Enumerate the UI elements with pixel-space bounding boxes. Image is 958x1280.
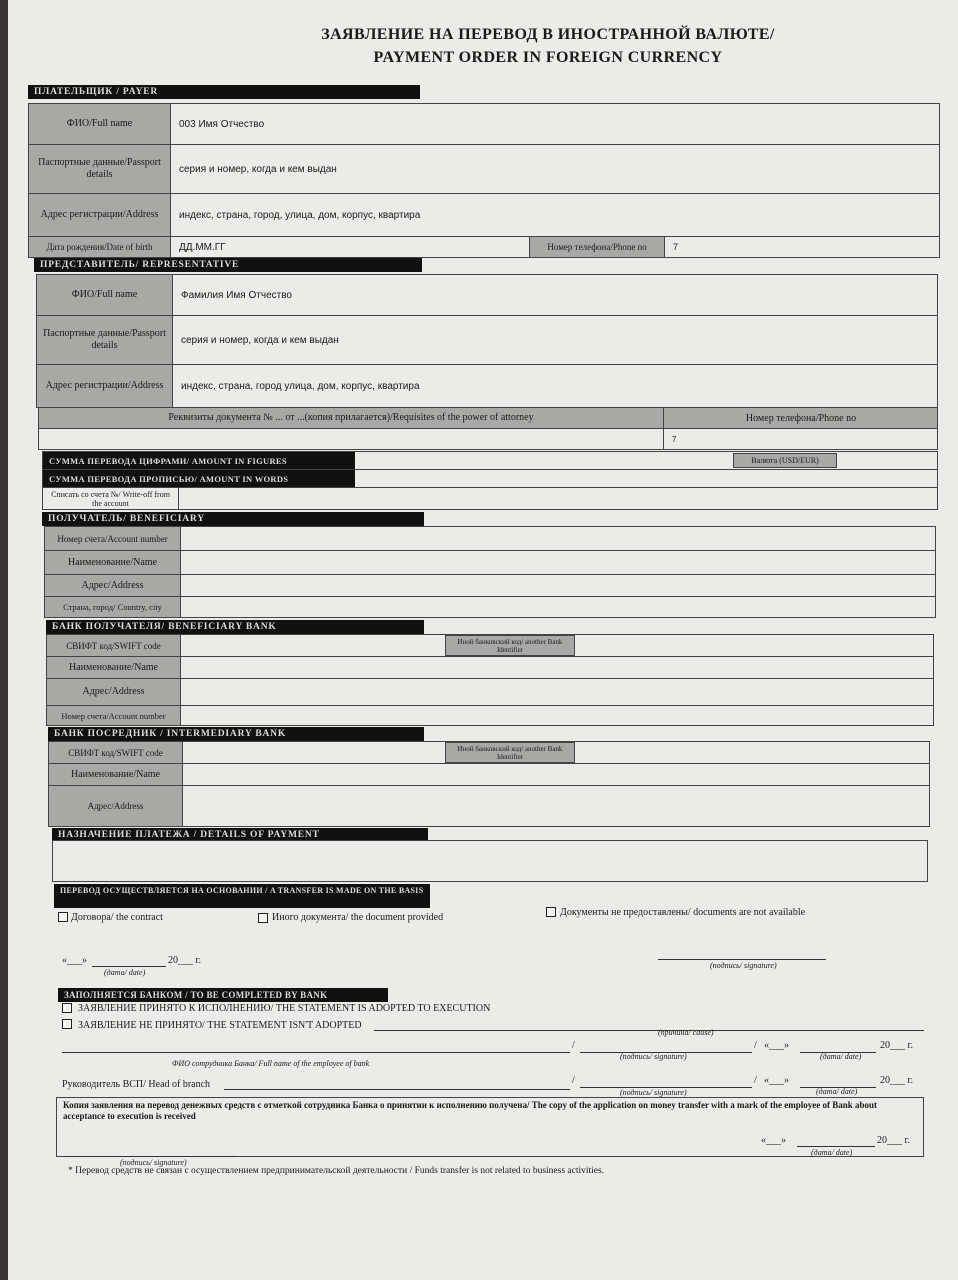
details-section-header: НАЗНАЧЕНИЕ ПЛАТЕЖА / DETAILS OF PAYMENT	[52, 828, 428, 842]
bbank-name-label: Наименование/Name	[47, 657, 181, 678]
rep-passport-field[interactable]: серия и номер, когда и кем выдан	[181, 334, 339, 346]
currency-label: Валюта (USD/EUR)	[733, 453, 837, 468]
form-title-ru: ЗАЯВЛЕНИЕ НА ПЕРЕВОД В ИНОСТРАННОЙ ВАЛЮТЕ/	[321, 26, 775, 43]
client-date-month-line[interactable]	[92, 966, 166, 967]
bbank-swift-row	[46, 634, 934, 657]
beneficiary-address-field[interactable]	[181, 575, 935, 596]
payer-full-name-label: ФИО/Full name	[29, 104, 171, 144]
beneficiary-country-field[interactable]	[181, 597, 935, 617]
bank-employee-separator-2: /	[754, 1040, 757, 1051]
bbank-address-label: Адрес/Address	[47, 679, 181, 705]
bank-accepted-checkbox[interactable]	[62, 1003, 72, 1013]
bank-head-signature-caption: (подпись/ signature)	[620, 1088, 687, 1097]
bbank-name-row	[46, 656, 934, 679]
rep-address-field[interactable]: индекс, страна, город улица, дом, корпус, квартира	[181, 380, 420, 392]
bbank-swift-field[interactable]	[181, 635, 445, 656]
ibank-address-label: Адрес/Address	[49, 786, 183, 826]
copy-signature-caption: (подпись/ signature)	[120, 1158, 187, 1167]
bank-accepted-label: ЗАЯВЛЕНИЕ ПРИНЯТО К ИСПОЛНЕНИЮ/ THE STATEMENT IS ADOPTED TO EXECUTION	[78, 1003, 491, 1014]
rep-passport-label: Паспортные данные/Passport details	[37, 316, 173, 364]
client-signature-line[interactable]	[658, 959, 826, 960]
currency-field[interactable]	[837, 452, 937, 469]
copy-received-text: Копия заявления на перевод денежных средств с отметкой сотрудника Банка о принятии к исполнению получена/ The copy of the application on money transfer with a mark of the employee of Bank about acceptance to execution is received	[63, 1100, 878, 1121]
copy-date-year: 20___ г.	[877, 1135, 910, 1146]
beneficiary-name-label: Наименование/Name	[45, 551, 181, 574]
bbank-address-field[interactable]	[181, 679, 933, 705]
footnote: * Перевод средств не связан с осуществлением предпринимательской деятельности / Funds transfer is not related to business activities.	[68, 1166, 605, 1176]
beneficiary-section-header: ПОЛУЧАТЕЛЬ/ BENEFICIARY	[42, 512, 424, 526]
bank-head-name-line[interactable]	[224, 1089, 570, 1090]
basis-other-document-checkbox[interactable]	[258, 913, 268, 923]
bank-head-date-day: «___»	[764, 1075, 789, 1086]
amount-figures-row	[42, 451, 938, 470]
payer-dob-field[interactable]: ДД.ММ.ГГ	[179, 241, 226, 253]
intermediary-bank-section-header: БАНК ПОСРЕДНИК / INTERMEDIARY BANK	[48, 727, 424, 741]
amount-words-label: СУММА ПЕРЕВОДА ПРОПИСЬЮ/ AMOUNT IN WORDS	[43, 470, 355, 487]
rep-poa-header-row	[38, 407, 938, 429]
beneficiary-name-row	[44, 550, 936, 575]
rep-full-name-row	[36, 274, 938, 316]
bank-employee-signature-caption: (подпись/ signature)	[620, 1052, 687, 1061]
bbank-swift-label: СВИФТ код/SWIFT code	[47, 635, 181, 656]
writeoff-row	[42, 487, 938, 510]
payer-passport-label: Паспортные данные/Passport details	[29, 145, 171, 193]
rep-poa-value-row	[38, 428, 938, 450]
bbank-other-id-field[interactable]	[575, 635, 933, 656]
client-signature-caption: (подпись/ signature)	[710, 961, 777, 970]
payer-address-field[interactable]: индекс, страна, город, улица, дом, корпус, квартира	[179, 209, 421, 221]
bank-employee-date-day: «___»	[764, 1040, 789, 1051]
ibank-name-field[interactable]	[183, 764, 929, 785]
amount-figures-label: СУММА ПЕРЕВОДА ЦИФРАМИ/ AMOUNT IN FIGURES	[43, 452, 355, 469]
rep-passport-row	[36, 315, 938, 365]
beneficiary-country-row	[44, 596, 936, 618]
form-title-en: PAYMENT ORDER IN FOREIGN CURRENCY	[373, 49, 723, 66]
bbank-name-field[interactable]	[181, 657, 933, 678]
writeoff-field[interactable]	[179, 488, 937, 509]
basis-other-document-label: Иного документа/ the document provided	[272, 912, 444, 923]
beneficiary-account-field[interactable]	[181, 527, 935, 550]
bank-section-header: ЗАПОЛНЯЕТСЯ БАНКОМ / TO BE COMPLETED BY BANK	[58, 988, 388, 1002]
rep-address-label: Адрес регистрации/Address	[37, 365, 173, 407]
beneficiary-account-label: Номер счета/Account number	[45, 527, 181, 550]
bank-employee-date-caption: (дата/ date)	[820, 1052, 862, 1061]
payment-order-form	[8, 0, 958, 1280]
client-date-year: 20___ г.	[168, 955, 201, 966]
rep-full-name-label: ФИО/Full name	[37, 275, 173, 315]
bbank-account-field[interactable]	[181, 706, 933, 725]
payer-passport-row	[28, 144, 940, 194]
details-of-payment-field[interactable]	[52, 840, 928, 882]
writeoff-label: Списать со счета №/ Write-off from the account	[43, 488, 179, 509]
amount-words-row	[42, 469, 938, 488]
bbank-address-row	[46, 678, 934, 706]
bank-employee-caption: ФИО сотрудника Банка/ Full name of the employee of bank	[172, 1059, 370, 1068]
copy-signature-line[interactable]	[64, 1156, 236, 1157]
bank-not-accepted-label: ЗАЯВЛЕНИЕ НЕ ПРИНЯТО/ THE STATEMENT ISN'T ADOPTED	[78, 1020, 362, 1031]
rep-phone-label: Номер телефона/Phone no	[663, 408, 938, 428]
bank-head-separator-2: /	[754, 1075, 757, 1086]
payer-address-label: Адрес регистрации/Address	[29, 194, 171, 236]
payer-address-row	[28, 193, 940, 237]
payer-full-name-row	[28, 103, 940, 145]
ibank-other-id-field[interactable]	[575, 742, 929, 763]
basis-contract-label: Договора/ the contract	[71, 912, 163, 923]
ibank-address-field[interactable]	[183, 786, 929, 826]
representative-section-header: ПРЕДСТАВИТЕЛЬ/ REPRESENTATIVE	[34, 258, 422, 272]
ibank-name-label: Наименование/Name	[49, 764, 183, 785]
rep-poa-field[interactable]	[39, 429, 663, 449]
beneficiary-address-row	[44, 574, 936, 597]
copy-date-day: «___»	[761, 1135, 786, 1146]
ibank-swift-field[interactable]	[183, 742, 445, 763]
basis-no-documents-checkbox[interactable]	[546, 907, 556, 917]
basis-no-documents-label: Документы не предоставлены/ documents are not available	[560, 907, 806, 918]
copy-received-box	[56, 1097, 924, 1157]
beneficiary-bank-section-header: БАНК ПОЛУЧАТЕЛЯ/ BENEFICIARY BANK	[46, 620, 424, 634]
beneficiary-name-field[interactable]	[181, 551, 935, 574]
bank-reason-caption: (причина/ cause)	[658, 1028, 714, 1037]
bbank-account-label: Номер счета/Account number	[47, 706, 181, 725]
bank-employee-name-line[interactable]	[62, 1052, 570, 1053]
payer-section-header: ПЛАТЕЛЬЩИК / PAYER	[28, 85, 420, 99]
client-date-day: «___»	[62, 955, 87, 966]
bbank-account-row	[46, 705, 934, 726]
beneficiary-account-row	[44, 526, 936, 551]
bank-head-label: Руководитель ВСП/ Head of branch	[62, 1079, 211, 1090]
basis-section-header: ПЕРЕВОД ОСУЩЕСТВЛЯЕТСЯ НА ОСНОВАНИИ / A TRANSFER IS MADE ON THE BASIS	[54, 884, 430, 908]
payer-dob-row	[28, 236, 940, 258]
amount-words-field[interactable]	[355, 470, 937, 487]
bank-not-accepted-checkbox[interactable]	[62, 1019, 72, 1029]
bbank-other-id-label: Иной банковский код/ another Bank Identifier	[445, 635, 575, 656]
ibank-swift-row	[48, 741, 930, 764]
ibank-swift-label: СВИФТ код/SWIFT code	[49, 742, 183, 763]
payer-phone-field[interactable]: 7	[673, 242, 679, 252]
bank-reason-line[interactable]	[374, 1030, 924, 1031]
payer-full-name-field[interactable]: 003 Имя Отчество	[179, 118, 265, 130]
beneficiary-address-label: Адрес/Address	[45, 575, 181, 596]
ibank-other-id-label: Иной банковский код/ another Bank Identifier	[445, 742, 575, 763]
rep-poa-label: Реквизиты документа № ... от ...(копия прилагается)/Requisites of the power of attorney	[168, 412, 534, 423]
payer-dob-label: Дата рождения/Date of birth	[29, 237, 171, 257]
bank-employee-separator: /	[572, 1040, 575, 1051]
basis-contract-checkbox[interactable]	[58, 912, 68, 922]
bank-head-separator: /	[572, 1075, 575, 1086]
bank-head-date-year: 20___ г.	[880, 1075, 913, 1086]
bank-employee-date-year: 20___ г.	[880, 1040, 913, 1051]
payer-passport-field[interactable]: серия и номер, когда и кем выдан	[179, 163, 337, 175]
copy-date-line[interactable]	[797, 1146, 875, 1147]
ibank-address-row	[48, 785, 930, 827]
beneficiary-country-label: Страна, город/ Country, city	[45, 597, 181, 617]
ibank-name-row	[48, 763, 930, 786]
client-date-caption: (дата/ date)	[104, 968, 146, 977]
payer-phone-label: Номер телефона/Phone no	[529, 237, 665, 257]
copy-date-caption: (дата/ date)	[811, 1148, 853, 1157]
amount-figures-field[interactable]	[355, 452, 731, 469]
rep-phone-field[interactable]: 7	[663, 429, 946, 449]
bank-head-date-caption: (дата/ date)	[816, 1087, 858, 1096]
rep-address-row	[36, 364, 938, 408]
rep-full-name-field[interactable]: Фамилия Имя Отчество	[181, 289, 292, 301]
